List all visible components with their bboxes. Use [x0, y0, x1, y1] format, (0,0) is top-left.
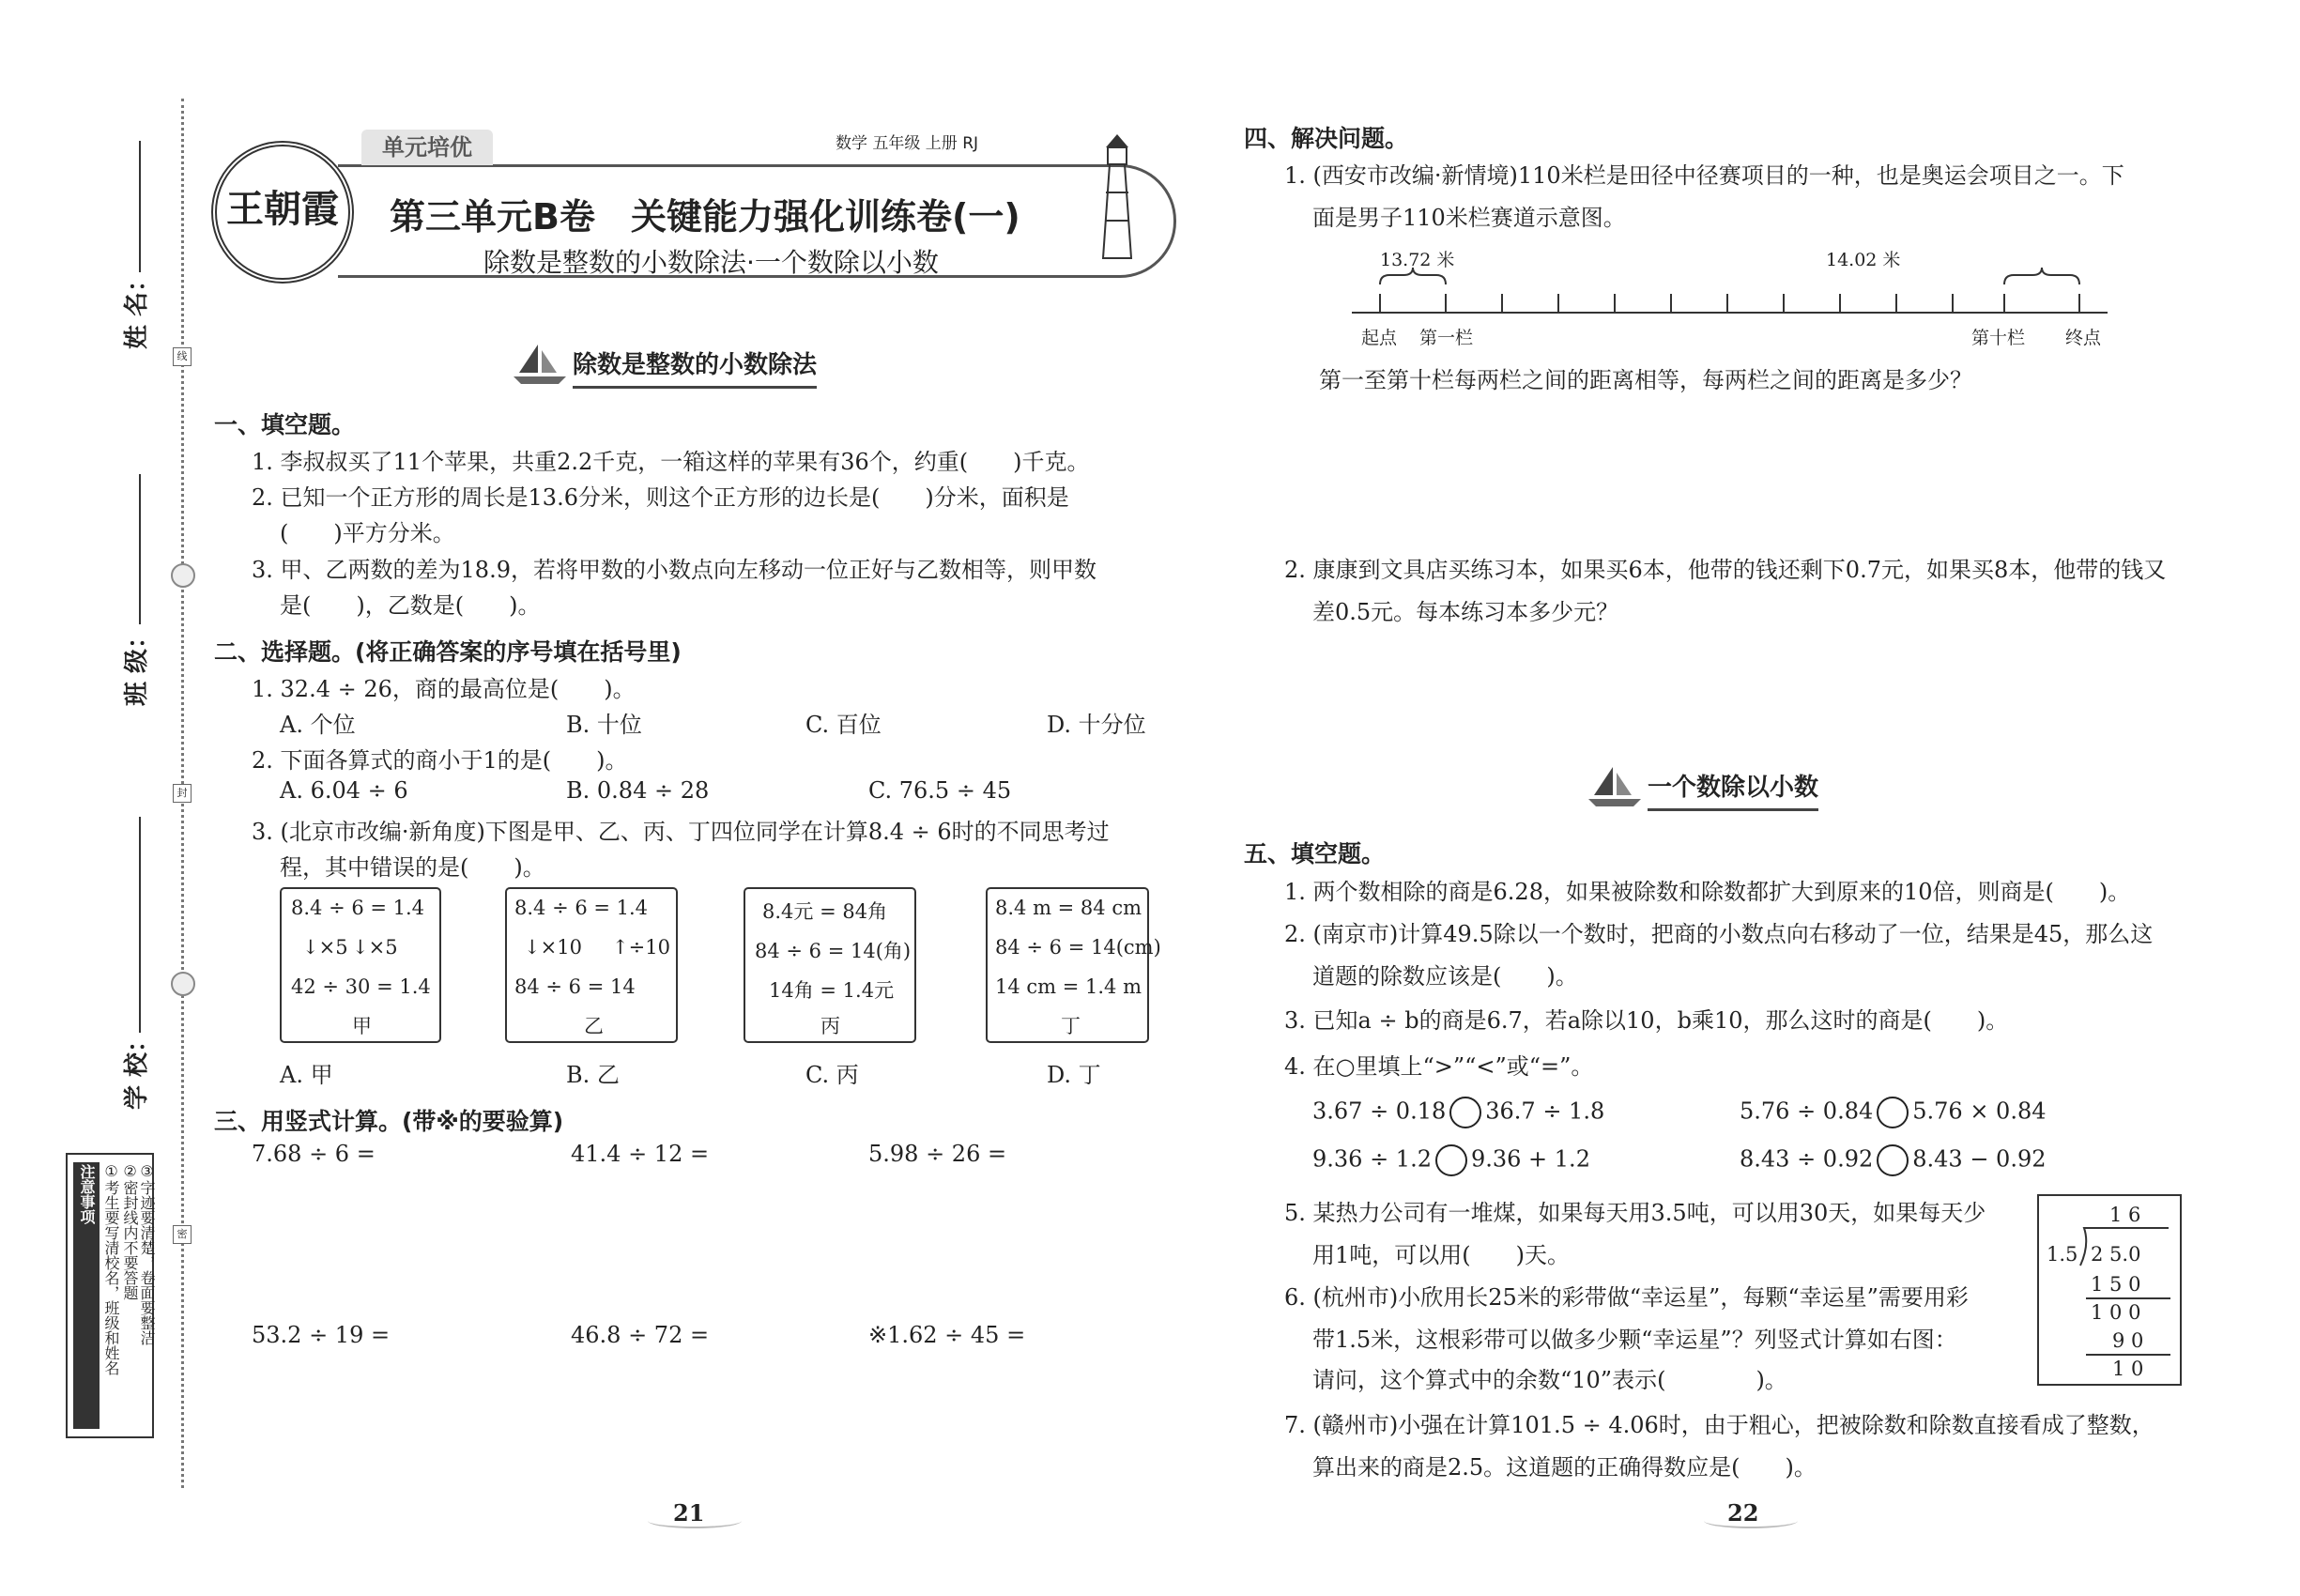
- s2-q1-opt-c: C. 百位: [805, 712, 882, 738]
- note-1: ①考生要写清校名，班级和姓名: [102, 1162, 120, 1375]
- s5-q6b: 带1.5米，这根彩带可以做多少颗“幸运星”？列竖式计算如右图：: [1312, 1327, 1957, 1353]
- name-blank: [139, 141, 141, 272]
- cut-mark-feng: 封: [173, 784, 192, 803]
- track-label-tenth: 第十栏: [1971, 328, 2026, 348]
- ld-rule: [2086, 1354, 2170, 1356]
- s1-q1: 1. 李叔叔买了11个苹果，共重2.2千克，一箱这样的苹果有36个，约重( )千克。: [252, 449, 1090, 475]
- class-blank: [139, 474, 141, 624]
- box-yi-line2: 84 ÷ 6 = 14: [514, 975, 636, 998]
- name-label: 姓 名：: [123, 267, 152, 350]
- method-box-bing: [744, 887, 916, 1043]
- s2-q2: 2. 下面各算式的商小于1的是( )。: [252, 747, 628, 774]
- calc-6: ※1.62 ÷ 45 =: [868, 1322, 1026, 1348]
- book-meta: 数学 五年级 上册 RJ: [836, 134, 979, 153]
- ld-quotient: 1 6: [2109, 1204, 2141, 1226]
- lighthouse-icon: [1080, 127, 1155, 263]
- page-number-right: 22: [1727, 1499, 1759, 1527]
- box-jia-line1: 8.4 ÷ 6 = 1.4: [291, 897, 425, 919]
- ld-line4: 1 0: [2112, 1358, 2144, 1380]
- s4-q1c: 第一至第十栏每两栏之间的距离相等，每两栏之间的距离是多少？: [1319, 367, 1972, 393]
- brand-logo: [211, 141, 354, 284]
- box-jia-arrow1: ↓×5: [302, 936, 348, 959]
- s5-q4: 4. 在○里填上“>”“<”或“=”。: [1284, 1053, 1594, 1080]
- s5-q1: 1. 两个数相除的商是6.28，如果被除数和除数都扩大到原来的10倍，则商是( )。: [1284, 879, 2131, 905]
- s2-q1-opt-a: A. 个位: [280, 712, 356, 738]
- box-bing-line3: 14角 = 1.4元: [769, 979, 895, 1002]
- box-ding-line2: 84 ÷ 6 = 14(cm): [995, 936, 1161, 959]
- s4-q2a: 2. 康康到文具店买练习本，如果买6本，他带的钱还剩下0.7元，如果买8本，他带的钱又: [1284, 557, 2167, 583]
- compare-1: 3.67 ÷ 0.18 36.7 ÷ 1.8: [1312, 1097, 1604, 1128]
- ld-dividend: 2 5.0: [2091, 1243, 2141, 1266]
- brace-right: [2004, 268, 2079, 284]
- note-3: ③字迹要清楚，卷面要整洁: [138, 1162, 156, 1345]
- s2-q2-opt-a: A. 6.04 ÷ 6: [280, 777, 408, 804]
- s5-q2b: 道题的除数应该是( )。: [1312, 963, 1578, 990]
- s1-q3b: 是( )，乙数是( )。: [280, 592, 541, 619]
- box-bing-line1: 8.4元 = 84角: [762, 900, 888, 923]
- s1-title: 一、填空题。: [214, 411, 356, 438]
- box-ding-line3: 14 cm = 1.4 m: [995, 975, 1142, 998]
- ld-rule: [2086, 1297, 2170, 1299]
- method-box-ding: [986, 887, 1161, 1043]
- binding-hole-icon: [171, 972, 195, 996]
- compare-2: 5.76 ÷ 0.84 5.76 × 0.84: [1740, 1097, 2047, 1128]
- sailboat-icon: [1587, 765, 1643, 807]
- s5-q2a: 2. (南京市)计算49.5除以一个数时，把商的小数点向右移动了一位，结果是45，那么这: [1284, 921, 2154, 947]
- s1-q2a: 2. 已知一个正方形的周长是13.6分米，则这个正方形的边长是( )分米，面积是: [252, 484, 1069, 511]
- method-box-yi: [505, 887, 678, 1043]
- box-ding-line1: 8.4 m = 84 cm: [995, 897, 1142, 919]
- s2-q3-opt-d: D. 丁: [1047, 1062, 1101, 1088]
- s5-q7a: 7. (赣州市)小强在计算101.5 ÷ 4.06时，由于粗心，把被除数和除数直接看成了整数，: [1284, 1412, 2154, 1438]
- s2-q3-opt-b: B. 乙: [566, 1062, 620, 1088]
- s2-q3-opt-a: A. 甲: [280, 1062, 333, 1088]
- school-blank: [139, 817, 141, 1033]
- binding-hole-icon: [171, 563, 195, 588]
- s5-q7b: 算出来的商是2.5。这道题的正确得数应是( )。: [1312, 1454, 1817, 1481]
- box-jia-line2: 42 ÷ 30 = 1.4: [291, 975, 431, 998]
- answer-circle[interactable]: [1449, 1097, 1481, 1128]
- calc-5: 46.8 ÷ 72 =: [571, 1322, 710, 1348]
- box-jia-label: 甲: [352, 1015, 372, 1037]
- s2-title: 二、选择题。(将正确答案的序号填在括号里): [214, 638, 682, 666]
- ld-line2: 1 0 0: [2091, 1301, 2141, 1324]
- s5-q5b: 用1吨，可以用( )天。: [1312, 1242, 1570, 1268]
- cut-mark-mi: 密: [173, 1225, 192, 1244]
- s4-q1a: 1. (西安市改编·新情境)110米栏是田径中径赛项目的一种，也是奥运会项目之一。下: [1284, 162, 2124, 189]
- cut-mark-xian: 线: [173, 347, 192, 366]
- s4-q2b: 差0.5元。每本练习本多少元？: [1312, 599, 1619, 625]
- s5-q6c: 请问，这个算式中的余数“10”表示( )。: [1312, 1367, 1787, 1393]
- track-right-distance: 14.02 米: [1826, 250, 1901, 270]
- calc-2: 41.4 ÷ 12 =: [571, 1141, 710, 1167]
- s5-q6a: 6. (杭州市)小欣用长25米的彩带做“幸运星”，每颗“幸运星”需要用彩: [1284, 1284, 1969, 1311]
- track-label-start: 起点: [1361, 328, 1398, 348]
- s5-q3: 3. 已知a ÷ b的商是6.7，若a除以10，b乘10，那么这时的商是( )。: [1284, 1007, 2009, 1034]
- brand-tag: 单元培优: [361, 130, 493, 165]
- s2-q2-opt-c: C. 76.5 ÷ 45: [868, 777, 1012, 804]
- ld-line3: 9 0: [2112, 1329, 2144, 1352]
- s5-q5a: 5. 某热力公司有一堆煤，如果每天用3.5吨，可以用30天，如果每天少: [1284, 1200, 1986, 1226]
- calc-4: 53.2 ÷ 19 =: [252, 1322, 391, 1348]
- note-2: ②密封线内不要答题: [121, 1162, 139, 1300]
- box-yi-line1: 8.4 ÷ 6 = 1.4: [514, 897, 649, 919]
- box-jia-arrow2: ↓×5: [352, 936, 398, 959]
- s2-q3-opt-c: C. 丙: [805, 1062, 859, 1088]
- long-division-box: [2037, 1194, 2182, 1386]
- method-box-jia: [280, 887, 441, 1043]
- track-label-first: 第一栏: [1419, 328, 1474, 348]
- s5-title: 五、填空题。: [1244, 840, 1386, 867]
- s2-q1-opt-d: D. 十分位: [1047, 712, 1146, 738]
- compare-4: 8.43 ÷ 0.92 8.43 − 0.92: [1740, 1144, 2047, 1176]
- s4-q1b: 面是男子110米栏赛道示意图。: [1312, 205, 1626, 231]
- page-title: 第三单元B卷 关键能力强化训练卷(一): [390, 196, 1020, 238]
- s2-q2-opt-b: B. 0.84 ÷ 28: [566, 777, 710, 804]
- school-label: 学 校：: [123, 1027, 152, 1111]
- box-yi-arrow1: ↓×10: [524, 936, 582, 959]
- s2-q3a: 3. (北京市改编·新角度)下图是甲、乙、丙、丁四位同学在计算8.4 ÷ 6时的不同思考过: [252, 819, 1110, 845]
- s2-q3b: 程，其中错误的是( )。: [280, 854, 545, 881]
- s3-title: 三、用竖式计算。(带※的要验算): [214, 1108, 564, 1135]
- sailboat-icon: [512, 343, 568, 385]
- ld-line1: 1 5 0: [2091, 1273, 2141, 1296]
- ld-divisor: 1.5: [2047, 1243, 2078, 1266]
- notes-box: [66, 1153, 154, 1438]
- class-label: 班 级：: [123, 623, 152, 707]
- box-yi-arrow2: ↑÷10: [612, 936, 670, 959]
- track-label-finish: 终点: [2065, 328, 2102, 348]
- answer-circle[interactable]: [1877, 1144, 1909, 1176]
- calc-3: 5.98 ÷ 26 =: [868, 1141, 1007, 1167]
- box-bing-label: 丙: [820, 1015, 840, 1037]
- answer-circle[interactable]: [1877, 1097, 1909, 1128]
- section-heading-left: 除数是整数的小数除法: [573, 345, 817, 389]
- s2-q1-opt-b: B. 十位: [566, 712, 642, 738]
- notes-title: 注意事项: [73, 1162, 100, 1429]
- s1-q2b: ( )平方分米。: [280, 520, 455, 546]
- track-left-distance: 13.72 米: [1380, 250, 1455, 270]
- box-ding-label: 丁: [1061, 1015, 1081, 1037]
- logo-text: 王朝霞: [226, 187, 339, 231]
- page-number-left: 21: [673, 1499, 705, 1527]
- answer-circle[interactable]: [1435, 1144, 1467, 1176]
- s4-title: 四、解决问题。: [1244, 125, 1409, 152]
- box-yi-label: 乙: [584, 1015, 604, 1037]
- compare-3: 9.36 ÷ 1.2 9.36 + 1.2: [1312, 1144, 1590, 1176]
- s1-q3a: 3. 甲、乙两数的差为18.9，若将甲数的小数点向左移动一位正好与乙数相等，则甲数: [252, 557, 1096, 583]
- section-heading-right: 一个数除以小数: [1648, 768, 1818, 811]
- box-bing-line2: 84 ÷ 6 = 14(角): [755, 940, 912, 962]
- page-subtitle: 除数是整数的小数除法·一个数除以小数: [483, 247, 939, 278]
- s2-q1: 1. 32.4 ÷ 26，商的最高位是( )。: [252, 676, 636, 702]
- calc-1: 7.68 ÷ 6 =: [252, 1141, 376, 1167]
